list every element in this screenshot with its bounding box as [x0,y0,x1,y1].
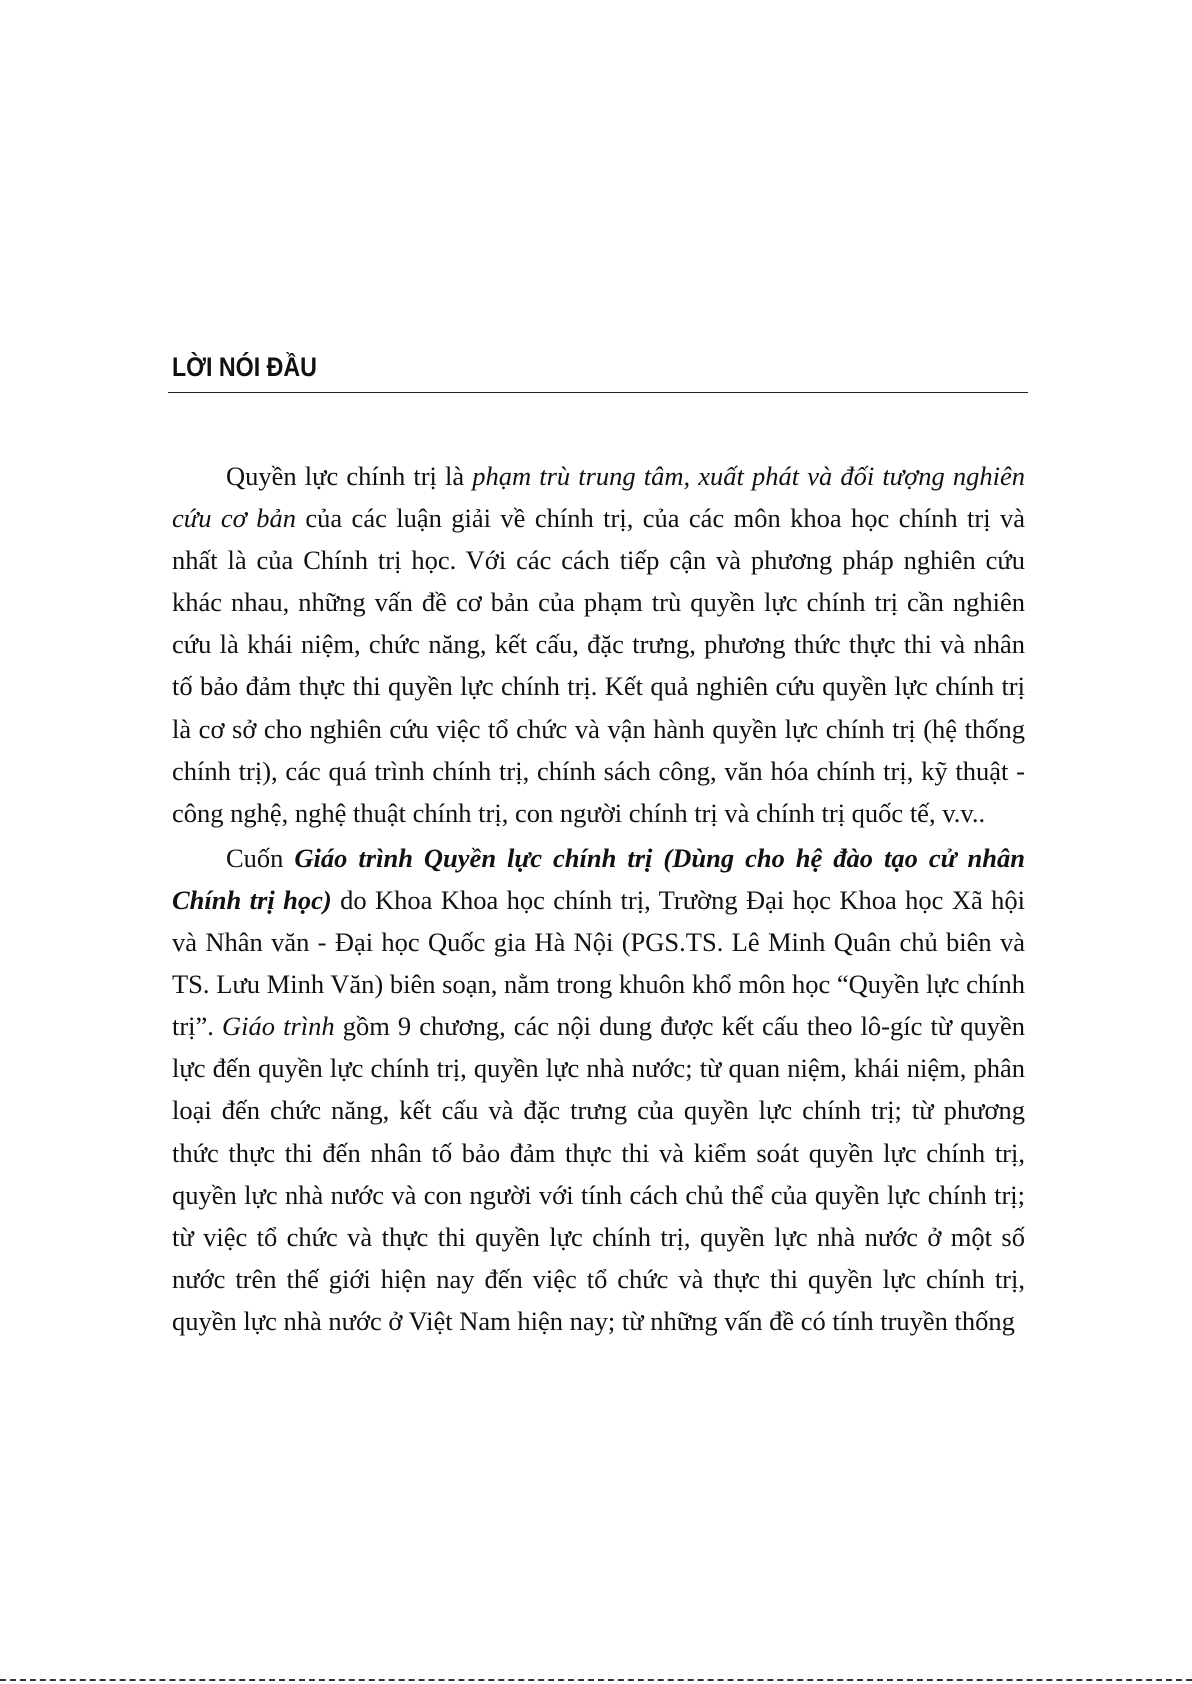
paragraph-2-italic-term: Giáo trình [222,1011,335,1042]
section-heading: LỜI NÓI ĐẦU [172,352,317,382]
paragraph-2 [172,837,1025,1342]
body-text [172,455,1025,1342]
paragraph-1-text-1: Quyền lực chính trị là [226,461,473,491]
paragraph-1-text-2: của các luận giải về chính trị, của các môn khoa học chính trị và nhất là của Chính trị học. Với các cách tiếp cận và phương pháp nghiên cứu khác nhau, những vấn đề cơ bản của phạm trù quyền lực chính trị cần nghiên cứu là khái niệm, chức năng, kết cấu, đặc trưng, phương thức thực thi và nhân tố bảo đảm thực thi quyền lực chính trị. Kết quả nghiên cứu quyền lực chính trị là cơ sở cho nghiên cứu việc tổ chức và vận hành quyền lực chính trị (hệ thống chính trị), các quá trình chính trị, chính sách công, văn hóa chính trị, kỹ thuật - công nghệ, nghệ thuật chính trị, con người chính trị và chính trị quốc tế, v.v.. [172,503,1025,828]
paragraph-2-text-1: Cuốn [226,842,295,873]
heading-underline [168,392,1028,393]
paragraph-1-italic-phrase: phạm trù trung tâm, xuất phát và đối tượng nghiên cứu cơ bản [172,461,1026,534]
paragraph-2-text-2: do Khoa Khoa học chính trị, Trường Đại học Khoa học Xã hội và Nhân văn - Đại học Quốc gia Hà Nội (PGS.TS. Lê Minh Quân chủ biên và TS. Lưu Minh Văn) biên soạn, nằm trong khuôn khổ môn học “Quyền lực chính trị”. [172,884,1025,1042]
page-bottom-edge [0,1679,1192,1681]
paragraph-2-book-title: Giáo trình Quyền lực chính trị (Dùng cho hệ đào tạo cử nhân Chính trị học) [172,842,1025,915]
paragraph-1 [172,455,1025,834]
paragraph-2-text-3: gồm 9 chương, các nội dung được kết cấu theo lô-gíc từ quyền lực đến quyền lực chính trị, quyền lực nhà nước; từ quan niệm, khái niệm, phân loại đến chức năng, kết cấu và đặc trưng của quyền lực chính trị; từ phương thức thực thi đến nhân tố bảo đảm thực thi và kiểm soát quyền lực chính trị, quyền lực nhà nước và con người với tính cách chủ thể của quyền lực chính trị; từ việc tổ chức và thực thi quyền lực chính trị, quyền lực nhà nước ở một số nước trên thế giới hiện nay đến việc tổ chức và thực thi quyền lực chính trị, quyền lực nhà nước ở Việt Nam hiện nay; từ những vấn đề có tính truyền thống [172,1011,1026,1336]
